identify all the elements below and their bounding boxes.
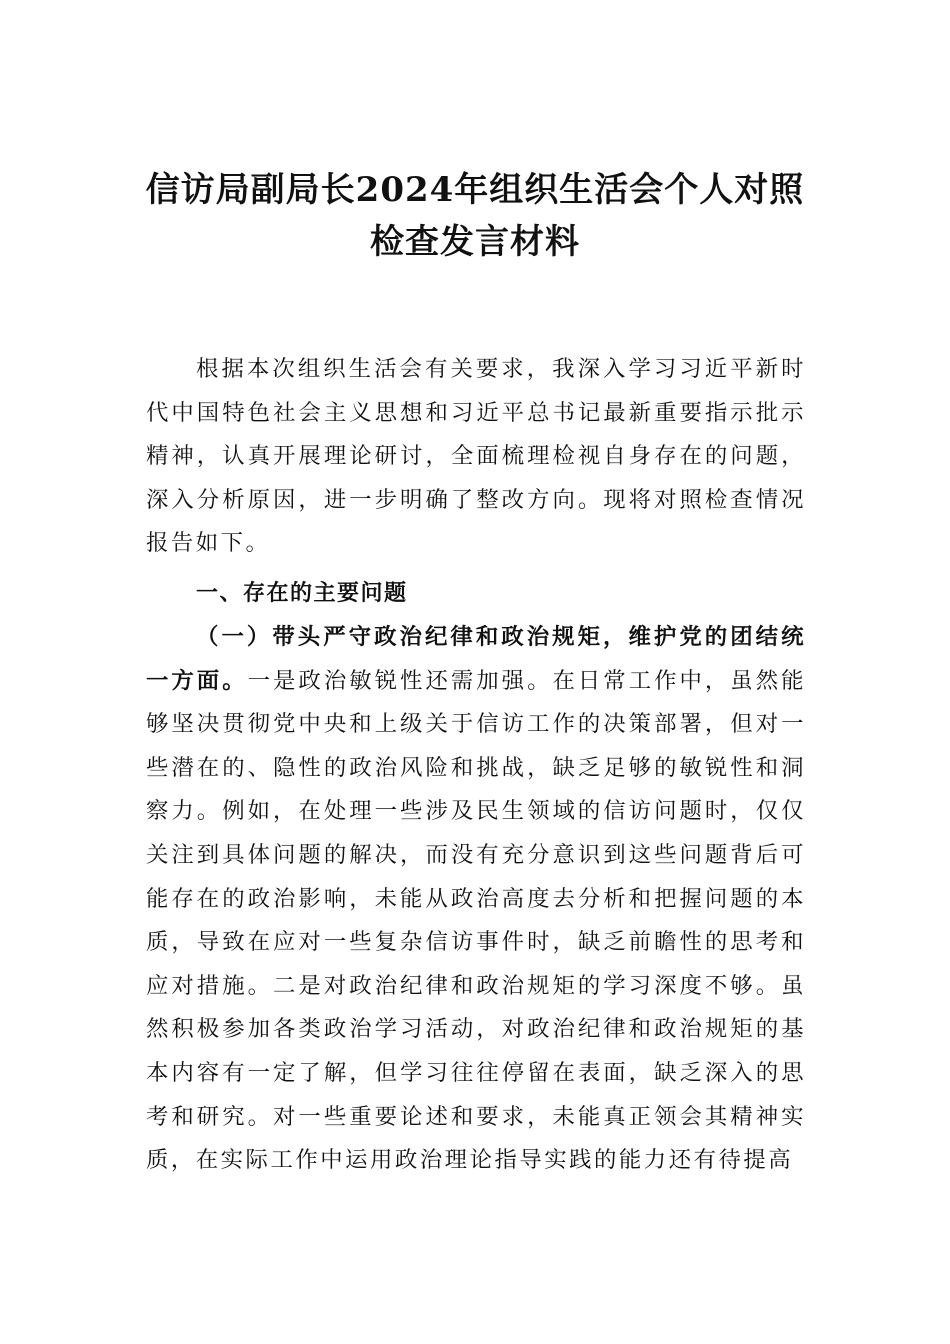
subsection-body-text: 一是政治敏锐性还需加强。在日常工作中，虽然能够坚决贯彻党中央和上级关于信访工作的决策部署，但对一些潜在的、隐性的政治风险和挑战，缺乏足够的敏锐性和洞察力。例如，在处理一些涉及民生领域的信访问题时，仅仅关注到具体问题的解决，而没有充分意识到这些问题背后可能存在的政治影响，未能从政治高度去分析和把握问题的本质，导致在应对一些复杂信访事件时，缺乏前瞻性的思考和应对措施。二是对政治纪律和政治规矩的学习深度不够。虽然积极参加各类政治学习活动，对政治纪律和政治规矩的基本内容有一定了解，但学习往往停留在表面，缺乏深入的思考和研究。对一些重要论述和要求，未能真正领会其精神实质，在实际工作中运用政治理论指导实践的能力还有待提高 <box>146 667 807 1174</box>
subsection-heading: （一）带头严守政治纪律和政治规矩，维护党的团结统一方面。 <box>146 624 806 694</box>
intro-paragraph: 根据本次组织生活会有关要求，我深入学习习近平新时代中国特色社会主义思想和习近平总书记最新重要指示批示精神，认真开展理论研讨，全面梳理检视自身存在的问题，深入分析原因，进一步明确了整改方向。现将对照检查情况报告如下。 <box>146 356 806 557</box>
document-title-line-1: 信访局副局长2024年组织生活会个人对照 <box>145 170 805 210</box>
section-heading-main-problems: 一、存在的主要问题 <box>196 581 408 606</box>
subsection-paragraph-political-discipline <box>146 616 806 1183</box>
document-title-line-2: 检查发言材料 <box>370 222 580 262</box>
